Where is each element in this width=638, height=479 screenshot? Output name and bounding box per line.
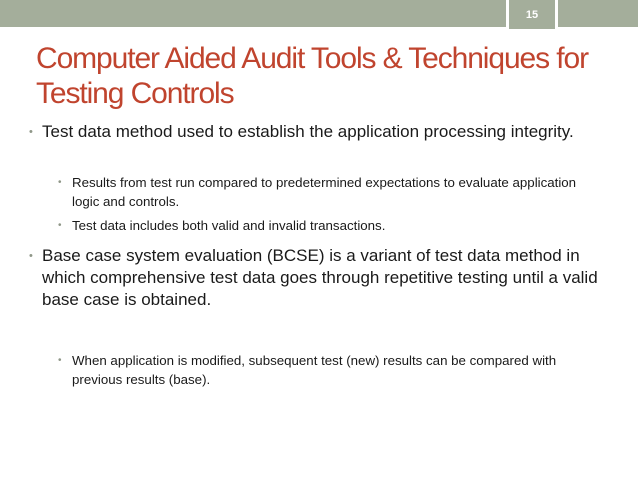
- bullet-marker: •: [29, 250, 33, 262]
- bullet-bcse: [29, 245, 602, 311]
- page-number: 15: [506, 0, 558, 29]
- bullet-marker: •: [29, 126, 33, 138]
- sub-bullet-results: [58, 173, 602, 211]
- bullet-text: Test data method used to establish the application processing integrity.: [42, 122, 574, 141]
- slide-title: Computer Aided Audit Tools & Techniques for Testing Controls: [36, 42, 588, 110]
- sub-bullet-text: Results from test run compared to predetermined expectations to evaluate application logic and controls.: [72, 175, 577, 209]
- bullet-marker: •: [58, 177, 62, 188]
- bullet-marker: •: [58, 355, 62, 366]
- sub-bullet-valid-invalid: [58, 216, 602, 235]
- bullet-marker: •: [58, 220, 62, 231]
- sub-bullet-text: When application is modified, subsequent test (new) results can be compared with previous results (base).: [72, 353, 557, 387]
- bullet-text: Base case system evaluation (BCSE) is a variant of test data method in which comprehensive test data goes through repetitive testing until a valid base case is obtained.: [42, 246, 598, 309]
- sub-bullet-text: Test data includes both valid and invalid transactions.: [72, 218, 386, 233]
- bullet-test-data-method: [29, 121, 602, 143]
- sub-bullet-modified: [58, 351, 602, 389]
